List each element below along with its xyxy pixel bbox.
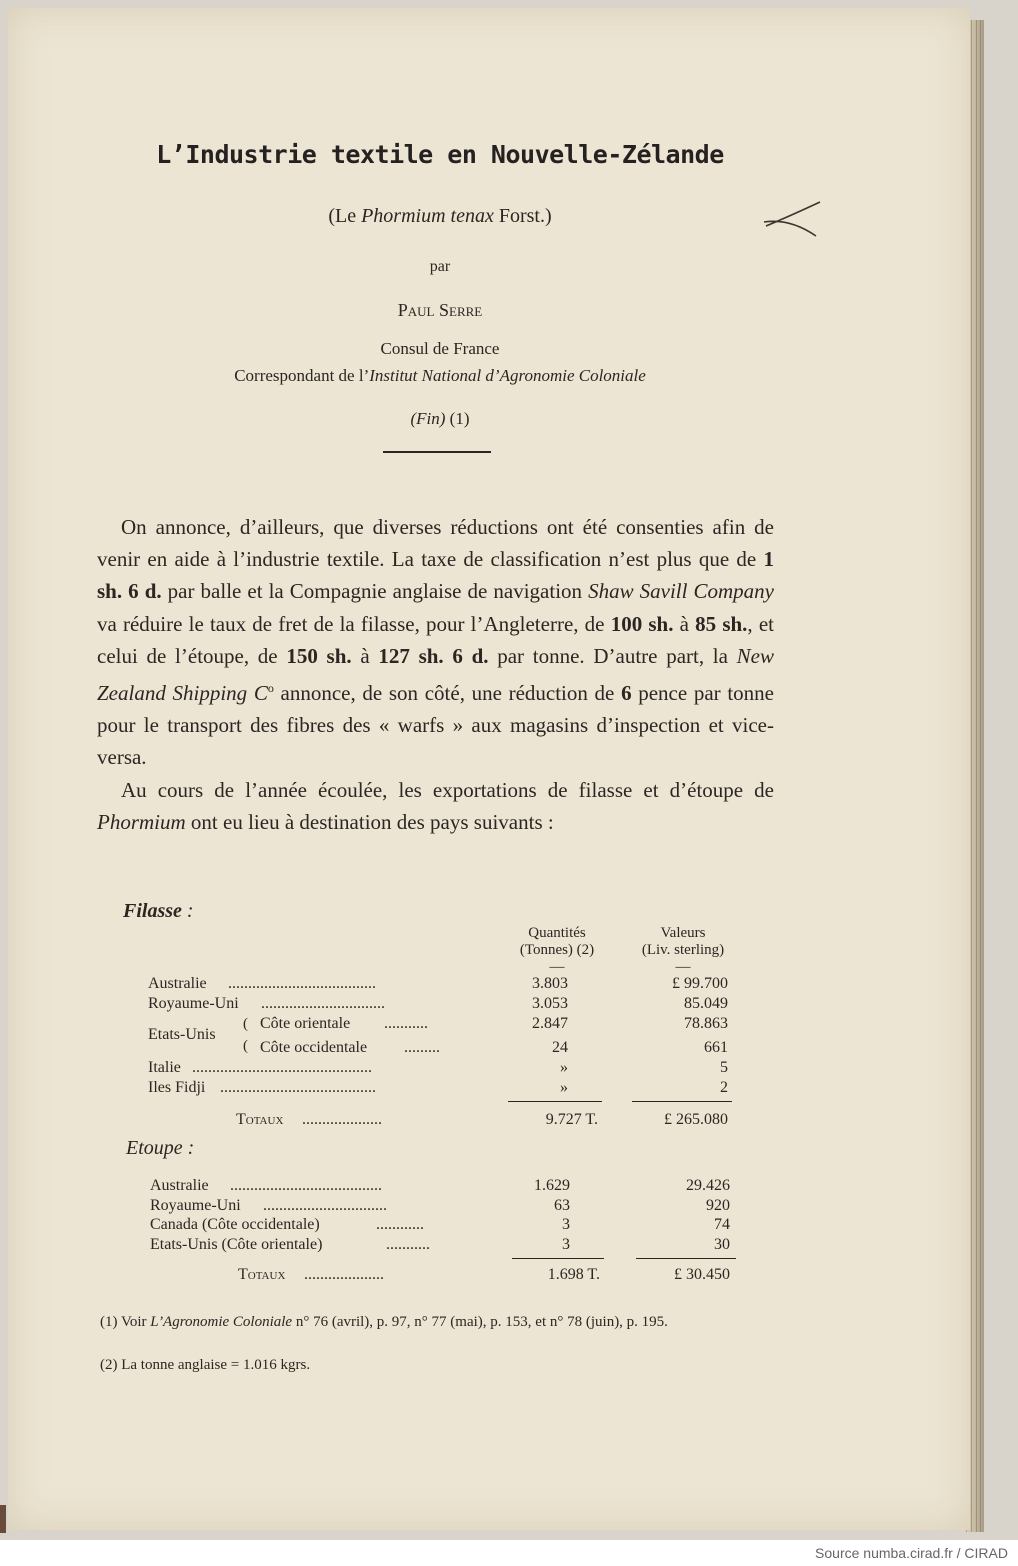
source-credit: Source numba.cirad.fr / CIRAD <box>815 1545 1008 1561</box>
paragraph-2: Au cours de l’année écoulée, les exportations de filasse et d’étoupe de Phormium ont eu lieu à destination des pays suivants : <box>97 777 774 834</box>
total-rule <box>512 1258 604 1259</box>
value-column-header: Valeurs (Liv. sterling) — <box>641 925 725 975</box>
footnote-2: (2) La tonne anglaise = 1.016 kgrs. <box>100 1357 311 1373</box>
total-rule <box>636 1258 736 1259</box>
total-rule <box>632 1101 732 1102</box>
total-rule <box>508 1101 602 1102</box>
title-rule <box>383 451 491 453</box>
spine-mark <box>0 1505 6 1533</box>
author-correspondent: Correspondant de l’Institut National d’Agronomie Coloniale <box>234 366 646 385</box>
article-title: L’Industrie textile en Nouvelle-Zélande <box>156 140 724 169</box>
body-text <box>97 511 774 838</box>
footnote-1: (1) Voir L’Agronomie Coloniale n° 76 (avril), p. 97, n° 77 (mai), p. 153, et n° 78 (juin), p. 195. <box>100 1314 668 1330</box>
quantity-column-header: Quantités (Tonnes) (2) — <box>519 925 595 975</box>
etats-unis-label: Etats-Unis <box>148 1026 216 1043</box>
brace-mark: ( ( <box>243 1016 248 1054</box>
etoupe-heading: Etoupe : <box>126 1137 195 1159</box>
article-subtitle: (Le Phormium tenax Forst.) <box>328 205 552 227</box>
filasse-heading: Filasse : <box>123 900 194 922</box>
continuation-note: (Fin) (1) <box>410 409 470 428</box>
source-footer <box>0 1540 1018 1566</box>
author-name: Paul Serre <box>397 300 483 320</box>
byline-par: par <box>429 258 451 275</box>
paragraph-1: On annonce, d’ailleurs, que diverses réductions ont été consenties afin de venir en aide à l’industrie textile. La taxe de classification n’est plus que de 1 sh. 6 d. par balle et la Compagnie anglaise de navigation Shaw Savill Company va réduire le taux de fret de la filasse, pour l’Angleterre, de 100 sh. à 85 sh., et celui de l’étoupe, de 150 sh. à 127 sh. 6 d. par tonne. D’autre part, la New Zealand Shipping $C^o$ annonce, de son côté, une réduction de 6 pence par tonne pour le transport des fibres des « warfs » aux magasins d’inspection et vice-versa. <box>97 515 775 770</box>
etoupe-table: Australie ...................................... 1.629 29.426 Royaume-Uni ............................... 63 920 Canada (Côte occidentale) ............ 3 74 Etats-Unis (Côte orientale) ........... 3 30 Totaux .................... 1.698 T. £ 30.450 <box>150 1177 750 1287</box>
author-role: Consul de France <box>380 339 500 358</box>
filasse-table: Australie ..................................... 3.803 £ 99.700 Royaume-Uni ............................... 3.053 85.049 Etats-Unis ( ( Côte orientale ........... 2.847 78.863 Côte occidentale ......... 24 661 Italie ............................................. » 5 Iles Fidji ....................................... » 2 Totaux .................... 9.727 T. £ 265.080 <box>148 975 748 1135</box>
